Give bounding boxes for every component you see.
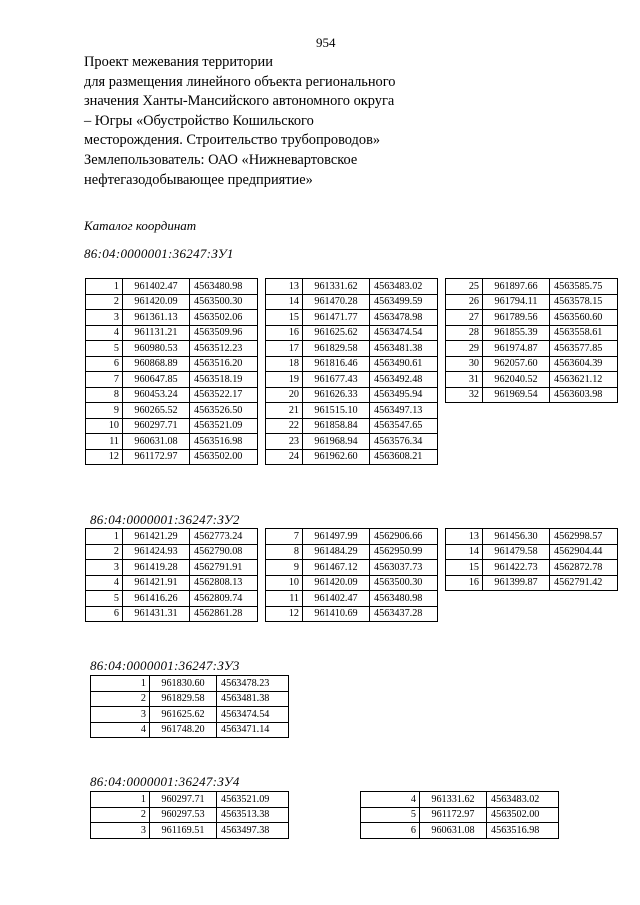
point-number: 5 — [86, 591, 123, 607]
coord-y: 4563500.30 — [190, 294, 258, 310]
table-row — [446, 279, 618, 295]
table-row — [86, 449, 258, 465]
coord-x: 961897.66 — [483, 279, 550, 295]
coord-y: 4563521.09 — [190, 418, 258, 434]
coord-x: 961829.58 — [303, 341, 370, 357]
point-number: 25 — [446, 279, 483, 295]
coord-x: 961962.60 — [303, 449, 370, 465]
point-number: 8 — [86, 387, 123, 403]
coord-x: 960647.85 — [123, 372, 190, 388]
table-row — [86, 341, 258, 357]
table-row — [86, 544, 258, 560]
point-number: 5 — [361, 807, 420, 823]
point-number: 2 — [86, 294, 123, 310]
coord-x: 961456.30 — [483, 529, 550, 545]
coord-x: 961484.29 — [303, 544, 370, 560]
coords-table-zu2-b — [265, 528, 438, 622]
coords-table-zu1-c — [445, 278, 618, 403]
coord-y: 4563603.98 — [550, 387, 618, 403]
point-number: 3 — [91, 823, 150, 839]
coords-table-zu1-b — [265, 278, 438, 465]
coord-x: 961331.62 — [420, 792, 487, 808]
document-title — [84, 53, 444, 190]
coords-table-zu2-a — [85, 528, 258, 622]
coord-y: 4563478.98 — [370, 310, 438, 326]
table-row — [91, 691, 289, 707]
coord-x: 961422.73 — [483, 560, 550, 576]
coord-y: 4563499.59 — [370, 294, 438, 310]
point-number: 1 — [91, 676, 150, 692]
point-number: 4 — [91, 722, 150, 738]
coord-y: 4563578.15 — [550, 294, 618, 310]
point-number: 15 — [446, 560, 483, 576]
title-line: для размещения линейного объекта регионального — [84, 73, 396, 90]
table-row — [86, 403, 258, 419]
coord-y: 4562791.91 — [190, 560, 258, 576]
table-row — [266, 591, 438, 607]
point-number: 3 — [86, 560, 123, 576]
coord-y: 4563478.23 — [217, 676, 289, 692]
table-row — [266, 575, 438, 591]
coords-table-zu4-b — [360, 791, 559, 839]
coord-x: 960980.53 — [123, 341, 190, 357]
point-number: 12 — [266, 606, 303, 622]
parcel-heading-zu3: 86:04:0000001:36247:ЗУ3 — [90, 658, 240, 673]
table-row — [86, 591, 258, 607]
table-row — [266, 279, 438, 295]
coord-x: 960453.24 — [123, 387, 190, 403]
point-number: 11 — [266, 591, 303, 607]
table-row — [266, 310, 438, 326]
coord-y: 4563474.54 — [217, 707, 289, 723]
coord-x: 961974.87 — [483, 341, 550, 357]
table-row — [266, 418, 438, 434]
coord-y: 4563497.38 — [217, 823, 289, 839]
coord-y: 4563547.65 — [370, 418, 438, 434]
coords-table-zu3 — [90, 675, 289, 738]
table-row — [361, 823, 559, 839]
coord-x: 961968.94 — [303, 434, 370, 450]
coord-x: 961515.10 — [303, 403, 370, 419]
point-number: 4 — [86, 575, 123, 591]
table-row — [266, 606, 438, 622]
coord-y: 4563560.60 — [550, 310, 618, 326]
table-row — [446, 560, 618, 576]
coord-x: 961169.51 — [150, 823, 217, 839]
coord-x: 961748.20 — [150, 722, 217, 738]
coord-x: 961431.31 — [123, 606, 190, 622]
point-number: 6 — [86, 356, 123, 372]
table-row — [86, 294, 258, 310]
coord-y: 4563483.02 — [370, 279, 438, 295]
coord-y: 4563522.17 — [190, 387, 258, 403]
coord-x: 961830.60 — [150, 676, 217, 692]
coord-y: 4562906.66 — [370, 529, 438, 545]
coord-x: 961470.28 — [303, 294, 370, 310]
coord-x: 960631.08 — [420, 823, 487, 839]
coord-y: 4563604.39 — [550, 356, 618, 372]
table-row — [361, 807, 559, 823]
coord-x: 961421.91 — [123, 575, 190, 591]
page-number: 954 — [316, 35, 336, 50]
table-row — [446, 529, 618, 545]
point-number: 5 — [86, 341, 123, 357]
coord-y: 4562872.78 — [550, 560, 618, 576]
point-number: 29 — [446, 341, 483, 357]
table-row — [86, 434, 258, 450]
coord-x: 961421.29 — [123, 529, 190, 545]
table-row — [86, 606, 258, 622]
point-number: 23 — [266, 434, 303, 450]
table-row — [266, 341, 438, 357]
coords-table-zu4-a — [90, 791, 289, 839]
coord-y: 4562773.24 — [190, 529, 258, 545]
point-number: 17 — [266, 341, 303, 357]
table-row — [86, 325, 258, 341]
title-line: месторождения. Строительство трубопроводов» — [84, 132, 381, 149]
coord-x: 961626.33 — [303, 387, 370, 403]
point-number: 31 — [446, 372, 483, 388]
table-row — [446, 294, 618, 310]
point-number: 6 — [86, 606, 123, 622]
point-number: 21 — [266, 403, 303, 419]
coord-y: 4562791.42 — [550, 575, 618, 591]
point-number: 20 — [266, 387, 303, 403]
coord-x: 962057.60 — [483, 356, 550, 372]
parcel-heading-zu1: 86:04:0000001:36247:ЗУ1 — [84, 246, 234, 261]
coord-x: 961402.47 — [303, 591, 370, 607]
point-number: 32 — [446, 387, 483, 403]
coord-x: 961794.11 — [483, 294, 550, 310]
coord-y: 4562861.28 — [190, 606, 258, 622]
coord-y: 4563500.30 — [370, 575, 438, 591]
table-row — [446, 544, 618, 560]
coord-y: 4563492.48 — [370, 372, 438, 388]
coord-x: 961467.12 — [303, 560, 370, 576]
coord-x: 961131.21 — [123, 325, 190, 341]
coord-y: 4563497.13 — [370, 403, 438, 419]
table-row — [86, 529, 258, 545]
table-row — [86, 279, 258, 295]
coord-y: 4563502.00 — [190, 449, 258, 465]
coord-x: 961172.97 — [420, 807, 487, 823]
title-line: значения Ханты-Мансийского автономного округа — [84, 93, 395, 110]
title-line: – Югры «Обустройство Кошильского — [84, 112, 314, 129]
coord-x: 961625.62 — [150, 707, 217, 723]
point-number: 13 — [446, 529, 483, 545]
table-row — [91, 707, 289, 723]
coord-x: 961331.62 — [303, 279, 370, 295]
coord-x: 961419.28 — [123, 560, 190, 576]
coord-y: 4563512.23 — [190, 341, 258, 357]
coord-y: 4563516.98 — [190, 434, 258, 450]
point-number: 12 — [86, 449, 123, 465]
coord-x: 960297.53 — [150, 807, 217, 823]
table-row — [91, 807, 289, 823]
coord-y: 4563521.09 — [217, 792, 289, 808]
point-number: 14 — [266, 294, 303, 310]
point-number: 7 — [86, 372, 123, 388]
title-line: Проект межевания территории — [84, 54, 273, 70]
table-row — [266, 356, 438, 372]
coord-y: 4562998.57 — [550, 529, 618, 545]
table-row — [266, 560, 438, 576]
coord-x: 961410.69 — [303, 606, 370, 622]
coord-y: 4563526.50 — [190, 403, 258, 419]
parcel-heading-zu4: 86:04:0000001:36247:ЗУ4 — [90, 774, 240, 789]
table-row — [446, 356, 618, 372]
coord-y: 4563480.98 — [190, 279, 258, 295]
point-number: 3 — [86, 310, 123, 326]
coord-x: 961829.58 — [150, 691, 217, 707]
coord-x: 961399.87 — [483, 575, 550, 591]
coord-y: 4562790.08 — [190, 544, 258, 560]
coord-y: 4563480.98 — [370, 591, 438, 607]
coord-y: 4563621.12 — [550, 372, 618, 388]
table-row — [266, 449, 438, 465]
point-number: 9 — [266, 560, 303, 576]
table-row — [266, 434, 438, 450]
coord-x: 960297.71 — [150, 792, 217, 808]
point-number: 16 — [446, 575, 483, 591]
point-number: 15 — [266, 310, 303, 326]
point-number: 13 — [266, 279, 303, 295]
table-row — [266, 387, 438, 403]
coord-y: 4562904.44 — [550, 544, 618, 560]
coord-x: 960297.71 — [123, 418, 190, 434]
table-row — [446, 575, 618, 591]
coord-y: 4563576.34 — [370, 434, 438, 450]
point-number: 9 — [86, 403, 123, 419]
coord-x: 961969.54 — [483, 387, 550, 403]
point-number: 4 — [361, 792, 420, 808]
coord-x: 961789.56 — [483, 310, 550, 326]
point-number: 2 — [86, 544, 123, 560]
point-number: 14 — [446, 544, 483, 560]
table-row — [91, 792, 289, 808]
point-number: 19 — [266, 372, 303, 388]
table-row — [266, 372, 438, 388]
coord-y: 4563483.02 — [487, 792, 559, 808]
point-number: 1 — [86, 279, 123, 295]
coord-y: 4563495.94 — [370, 387, 438, 403]
coord-x: 961471.77 — [303, 310, 370, 326]
coord-x: 961416.26 — [123, 591, 190, 607]
coord-y: 4563481.38 — [217, 691, 289, 707]
table-row — [86, 310, 258, 326]
table-row — [91, 823, 289, 839]
coord-x: 961855.39 — [483, 325, 550, 341]
coord-y: 4563577.85 — [550, 341, 618, 357]
catalog-heading: Каталог координат — [84, 218, 197, 233]
coord-y: 4563490.61 — [370, 356, 438, 372]
coord-x: 961172.97 — [123, 449, 190, 465]
coords-table-zu2-c — [445, 528, 618, 591]
coord-x: 961677.43 — [303, 372, 370, 388]
point-number: 27 — [446, 310, 483, 326]
table-row — [446, 310, 618, 326]
table-row — [446, 372, 618, 388]
coord-y: 4563558.61 — [550, 325, 618, 341]
coord-x: 960868.89 — [123, 356, 190, 372]
coord-y: 4563516.20 — [190, 356, 258, 372]
table-row — [266, 403, 438, 419]
coord-y: 4563437.28 — [370, 606, 438, 622]
coord-y: 4563608.21 — [370, 449, 438, 465]
table-row — [266, 529, 438, 545]
coord-x: 961625.62 — [303, 325, 370, 341]
point-number: 28 — [446, 325, 483, 341]
point-number: 11 — [86, 434, 123, 450]
point-number: 4 — [86, 325, 123, 341]
point-number: 1 — [91, 792, 150, 808]
coord-y: 4562950.99 — [370, 544, 438, 560]
coord-y: 4563516.98 — [487, 823, 559, 839]
table-row — [266, 294, 438, 310]
coord-x: 961420.09 — [123, 294, 190, 310]
point-number: 10 — [266, 575, 303, 591]
table-row — [446, 325, 618, 341]
coord-y: 4563471.14 — [217, 722, 289, 738]
point-number: 2 — [91, 691, 150, 707]
point-number: 26 — [446, 294, 483, 310]
coord-y: 4563518.19 — [190, 372, 258, 388]
point-number: 24 — [266, 449, 303, 465]
parcel-heading-zu2: 86:04:0000001:36247:ЗУ2 — [90, 512, 240, 527]
table-row — [91, 722, 289, 738]
coord-y: 4563585.75 — [550, 279, 618, 295]
point-number: 10 — [86, 418, 123, 434]
title-line: нефтегазодобывающее предприятие» — [84, 171, 313, 188]
coord-x: 961497.99 — [303, 529, 370, 545]
coord-y: 4563037.73 — [370, 560, 438, 576]
coord-x: 961816.46 — [303, 356, 370, 372]
table-row — [86, 418, 258, 434]
coord-y: 4563509.96 — [190, 325, 258, 341]
table-row — [266, 544, 438, 560]
coord-y: 4563502.00 — [487, 807, 559, 823]
coord-x: 961361.13 — [123, 310, 190, 326]
point-number: 3 — [91, 707, 150, 723]
point-number: 7 — [266, 529, 303, 545]
coords-table-zu1-a — [85, 278, 258, 465]
table-row — [86, 575, 258, 591]
table-row — [446, 341, 618, 357]
title-line: Землепользователь: ОАО «Нижневартовское — [84, 151, 358, 168]
table-row — [86, 560, 258, 576]
coord-x: 962040.52 — [483, 372, 550, 388]
table-row — [86, 372, 258, 388]
coord-x: 960631.08 — [123, 434, 190, 450]
table-row — [86, 356, 258, 372]
point-number: 8 — [266, 544, 303, 560]
point-number: 22 — [266, 418, 303, 434]
coord-x: 961479.58 — [483, 544, 550, 560]
table-row — [361, 792, 559, 808]
coord-x: 961424.93 — [123, 544, 190, 560]
coord-y: 4562808.13 — [190, 575, 258, 591]
coord-y: 4563481.38 — [370, 341, 438, 357]
table-row — [86, 387, 258, 403]
table-row — [91, 676, 289, 692]
coord-x: 961402.47 — [123, 279, 190, 295]
point-number: 6 — [361, 823, 420, 839]
point-number: 18 — [266, 356, 303, 372]
point-number: 16 — [266, 325, 303, 341]
table-row — [266, 325, 438, 341]
point-number: 1 — [86, 529, 123, 545]
point-number: 2 — [91, 807, 150, 823]
coord-y: 4563474.54 — [370, 325, 438, 341]
point-number: 30 — [446, 356, 483, 372]
coord-y: 4563513.38 — [217, 807, 289, 823]
coord-y: 4562809.74 — [190, 591, 258, 607]
table-row — [446, 387, 618, 403]
coord-y: 4563502.06 — [190, 310, 258, 326]
coord-x: 961858.84 — [303, 418, 370, 434]
coord-x: 961420.09 — [303, 575, 370, 591]
coord-x: 960265.52 — [123, 403, 190, 419]
